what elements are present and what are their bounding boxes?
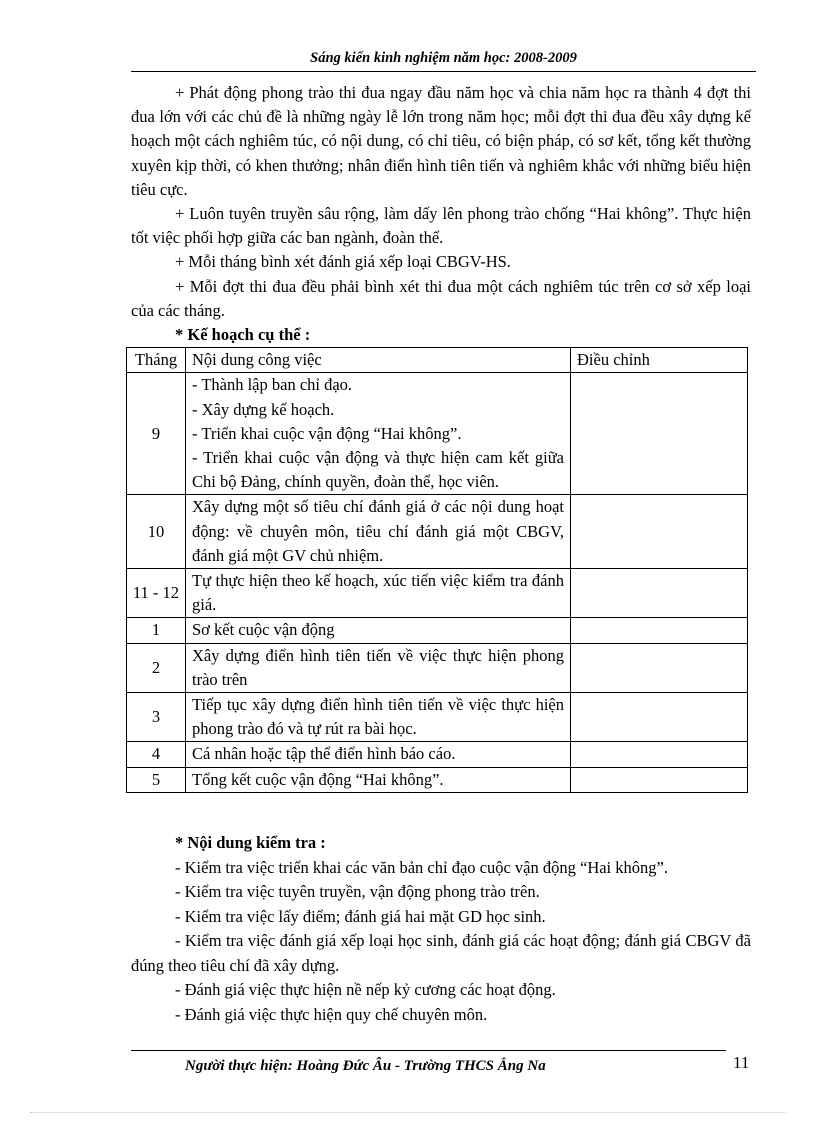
adjust-cell: [571, 495, 748, 569]
document-body: [131, 81, 751, 793]
content-line: - Triển khai cuộc vận động “Hai không”.: [192, 423, 462, 443]
content-cell: Cá nhân hoặc tập thể điển hình báo cáo.: [186, 742, 571, 767]
inspection-item: - Đánh giá việc thực hiện quy chế chuyên môn.: [175, 1004, 488, 1024]
month-cell: 4: [127, 742, 186, 767]
content-cell: Xây dựng điển hình tiên tiến về việc thực hiện phong trào trên: [186, 643, 571, 692]
adjust-cell: [571, 643, 748, 692]
month-cell: 1: [127, 618, 186, 643]
header-rule: [131, 71, 756, 72]
month-cell: 2: [127, 643, 186, 692]
content-cell: Tiếp tục xây dựng điển hình tiên tiến về việc thực hiện phong trào đó và tự rút ra bài học.: [186, 693, 571, 742]
column-header-month: Tháng: [127, 348, 186, 373]
content-cell: [186, 373, 571, 495]
content-cell: Xây dựng một số tiêu chí đánh giá ở các nội dung hoạt động: về chuyên môn, tiêu chí đánh giá một CBGV, đánh giá một GV chủ nhiệm.: [186, 495, 571, 569]
table-row: [127, 693, 748, 742]
adjust-cell: [571, 569, 748, 618]
paragraph-emulation-review: + Mỗi đợt thi đua đều phải bình xét thi đua một cách nghiêm túc trên cơ sở xếp loại của các tháng.: [131, 276, 751, 320]
adjust-cell: [571, 742, 748, 767]
footer-rule: [131, 1050, 726, 1051]
footer-author: Người thực hiện: Hoàng Đức Âu - Trường THCS Ẳng Na: [185, 1058, 546, 1074]
inspection-section: [131, 831, 751, 1027]
plan-table: [126, 347, 748, 793]
paragraph-emulation: + Phát động phong trào thi đua ngay đầu năm học và chia năm học ra thành 4 đợt thi đua lớn với các chủ đề là những ngày lễ lớn trong năm học; mỗi đợt thi đua đều xây dựng kế hoạch một cách nghiêm túc, có nội dung, có chỉ tiêu, có biện pháp, có sơ kết, tổng kết thường xuyên kịp thời, có khen thưởng; nhân điển hình tiên tiến và nghiêm khắc với những biểu hiện tiêu cực.: [131, 83, 751, 199]
column-header-content: Nội dung công việc: [186, 348, 571, 373]
adjust-cell: [571, 693, 748, 742]
month-cell: 10: [127, 495, 186, 569]
paragraph-propaganda: + Luôn tuyên truyền sâu rộng, làm dấy lên phong trào chống “Hai không”. Thực hiện tốt việc phối hợp giữa các ban ngành, đoàn thể.: [131, 204, 751, 248]
table-row: [127, 643, 748, 692]
inspection-item: - Kiểm tra việc lấy điểm; đánh giá hai mặt GD học sinh.: [175, 906, 546, 926]
table-row: [127, 373, 748, 495]
adjust-cell: [571, 618, 748, 643]
page-number: 11: [733, 1053, 750, 1072]
content-line: - Thành lập ban chỉ đạo.: [192, 375, 353, 395]
inspection-item: - Kiểm tra việc đánh giá xếp loại học sinh, đánh giá các hoạt động; đánh giá CBGV đã đúng theo tiêu chí đã xây dựng.: [131, 931, 751, 975]
column-header-adjust: Điều chỉnh: [571, 348, 748, 373]
table-row: [127, 742, 748, 767]
page-header-title: Sáng kiến kinh nghiệm năm học: 2008-2009: [310, 50, 577, 66]
content-cell: Tự thực hiện theo kế hoạch, xúc tiến việc kiểm tra đánh giá.: [186, 569, 571, 618]
content-cell: Sơ kết cuộc vận động: [186, 618, 571, 643]
plan-heading: * Kế hoạch cụ thể :: [175, 325, 311, 345]
table-row: [127, 767, 748, 792]
month-cell: 9: [127, 373, 186, 495]
inspection-heading: * Nội dung kiểm tra :: [175, 833, 326, 852]
content-cell: Tổng kết cuộc vận động “Hai không”.: [186, 767, 571, 792]
adjust-cell: [571, 767, 748, 792]
table-row: [127, 618, 748, 643]
month-cell: 5: [127, 767, 186, 792]
page-edge-dotted-line: [30, 1112, 786, 1113]
inspection-item: - Kiểm tra việc triển khai các văn bản chỉ đạo cuộc vận động “Hai không”.: [175, 857, 668, 877]
content-line: - Xây dựng kế hoạch.: [192, 399, 335, 419]
paragraph-monthly-review: + Mỗi tháng bình xét đánh giá xếp loại CBGV-HS.: [175, 252, 511, 272]
table-row: [127, 569, 748, 618]
month-cell: 3: [127, 693, 186, 742]
month-cell: 11 - 12: [127, 569, 186, 618]
table-header-row: [127, 348, 748, 373]
content-line: - Triển khai cuộc vận động và thực hiện cam kết giữa Chi bộ Đảng, chính quyền, đoàn thể, học viên.: [192, 448, 564, 492]
inspection-item: - Kiểm tra việc tuyên truyền, vận động phong trào trên.: [175, 882, 540, 901]
adjust-cell: [571, 373, 748, 495]
inspection-item: - Đánh giá việc thực hiện nề nếp kỷ cương các hoạt động.: [175, 980, 556, 999]
table-row: [127, 495, 748, 569]
